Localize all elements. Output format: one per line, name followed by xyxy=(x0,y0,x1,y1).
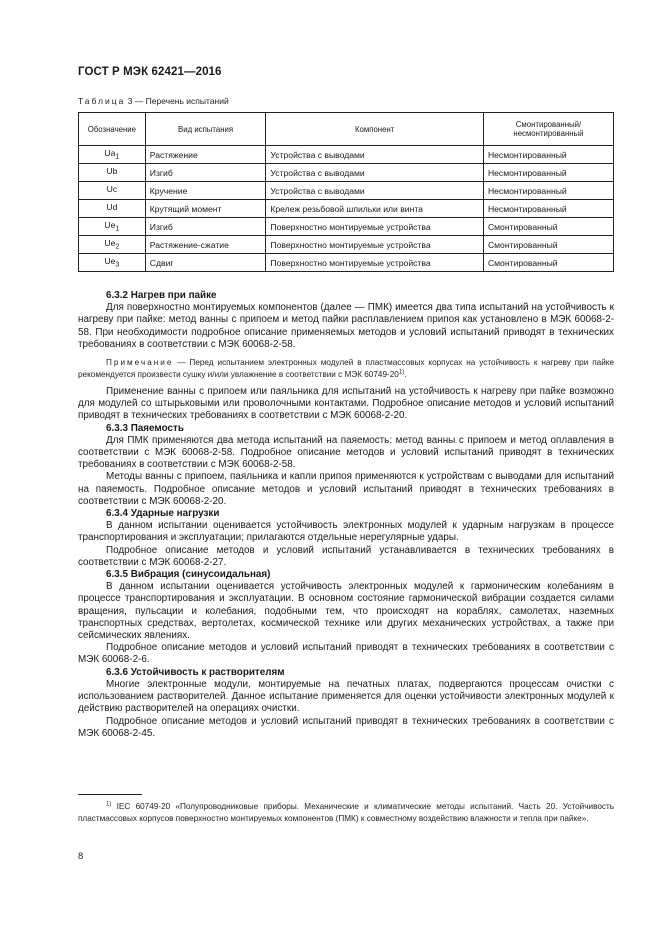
paragraph: Для поверхностно монтируемых компонентов (далее — ПМК) имеется два типа испытаний на устойчивость к нагреву при пайке: метод ванны с припоем и метод пайки расплавлением припоя как установлено в МЭК 60068-2-58. При необходимости подробное описание применяемых методов и условий испытаний приводят в технических требованиях в соответствии с МЭК 60068-2-58. xyxy=(78,302,614,350)
column-header-state: Смонтированный/ несмонтированный xyxy=(483,113,613,146)
paragraph: Подробное описание методов и условий испытаний приводят в технических требованиях в соответствии с МЭК 60068-2-6. xyxy=(78,642,614,666)
paragraph: Методы ванны с припоем, паяльника и капли припоя применяются к устройствам с выводами для испытаний на паяемость. Подробное описание методов и условий испытаний приводят в технических требованиях в соответствии с МЭК 60068-2-20. xyxy=(78,471,614,507)
note-label: Примечание xyxy=(106,358,174,368)
cell-code: Ud xyxy=(79,200,146,218)
table-row xyxy=(79,218,614,236)
cell-component: Устройства с выводами xyxy=(266,146,484,164)
table-row xyxy=(79,146,614,164)
paragraph: Подробное описание методов и условий испытаний устанавливается в технических требованиях в соответствии с МЭК 60068-2-27. xyxy=(78,544,614,568)
footnote xyxy=(78,801,614,824)
cell-state: Несмонтированный xyxy=(483,146,613,164)
paragraph: В данном испытании оценивается устойчивость электронных модулей к ударным нагрузкам в процессе транспортирования и эксплуатации; прилагаются отдельные нерегулярные удары. xyxy=(78,520,614,544)
column-header-test-type: Вид испытания xyxy=(145,113,266,146)
cell-component: Устройства с выводами xyxy=(266,164,484,182)
cell-state: Смонтированный xyxy=(483,236,613,254)
section-heading: 6.3.3 Паяемость xyxy=(106,422,184,434)
document-body xyxy=(78,290,614,740)
table-caption-title: 3 — Перечень испытаний xyxy=(125,96,229,106)
cell-test-type: Сдвиг xyxy=(145,254,266,272)
cell-test-type: Изгиб xyxy=(145,164,266,182)
cell-component: Поверхностно монтируемые устройства xyxy=(266,254,484,272)
paragraph: В данном испытании оценивается устойчивость электронных модулей к гармоническим колебаниям в процессе транспортирования и эксплуатации. В основном состояние гармонической вибрации создается силами вращения, пульсации и колебания, подобными тем, что происходят на кораблях, самолетах, наземных транспортных средствах, вертолетах, космической технике или других механических устройствах, а также при сейсмических явлениях. xyxy=(78,581,614,642)
paragraph: Подробное описание методов и условий испытаний приводят в технических требованиях в соответствии с МЭК 60068-2-45. xyxy=(78,715,614,739)
cell-test-type: Крутящий момент xyxy=(145,200,266,218)
table-caption xyxy=(78,96,229,106)
table-row xyxy=(79,182,614,200)
paragraph: Многие электронные модули, монтируемые на печатных платах, подвергаются процессам очистки с использованием растворителей. Данное испытание применяется для оценки устойчивости электронных модулей к действию растворителей на операциях очистки. xyxy=(78,678,614,715)
tests-table xyxy=(78,112,614,272)
page-number: 8 xyxy=(78,851,84,862)
footnote-text: IEC 60749-20 «Полупроводниковые приборы. Механические и климатические методы испытаний. Часть 20. Устойчивость пластмассовых корпусов поверхностно монтируемых компонентов (ПМК) к совместному воздействию влажности и тепла при пайке». xyxy=(78,802,614,823)
cell-test-type: Кручение xyxy=(145,182,266,200)
footnote-divider xyxy=(78,794,142,795)
paragraph: Для ПМК применяются два метода испытаний на паяемость: метод ванны с припоем и метод оплавления в соответствии с МЭК 60068-2-58. Подробное описание методов и условий испытаний приводят в технических требованиях в соответствии с МЭК 60068-2-58. xyxy=(78,434,614,471)
table-row xyxy=(79,200,614,218)
note: Примечание — Перед испытанием электронных модулей в пластмассовых корпусах на устойчивость к нагреву при пайке рекомендуется произвести сушку и/или увлажнение в соответствии с МЭК 60749-20$^{1)}$. xyxy=(78,358,614,379)
section-heading: 6.3.4 Ударные нагрузки xyxy=(106,508,220,520)
footnote-marker: 1) xyxy=(106,801,112,808)
section-heading: 6.3.6 Устойчивость к растворителям xyxy=(106,666,285,678)
cell-code: $Ue_3$ xyxy=(79,254,146,272)
section-heading: 6.3.2 Нагрев при пайке xyxy=(106,290,217,301)
cell-component: Поверхностно монтируемые устройства xyxy=(266,236,484,254)
footnote-ref: 1) xyxy=(398,368,405,375)
table-caption-label: Таблица xyxy=(78,96,126,106)
note-text: — Перед испытанием электронных модулей в пластмассовых корпусах на устойчивость к нагреву при пайке рекомендуется произвести сушку и/или увлажнение в соответствии с МЭК 60749-20 xyxy=(78,358,614,379)
table-header-row xyxy=(79,113,614,146)
cell-component: Поверхностно монтируемые устройства xyxy=(266,218,484,236)
cell-code: Ub xyxy=(79,164,146,182)
cell-code: $Ue_1$ xyxy=(79,218,146,236)
cell-code: $Ua_1$ xyxy=(79,146,146,164)
column-header-code: Обозначение xyxy=(79,113,146,146)
cell-state: Смонтированный xyxy=(483,254,613,272)
cell-state: Несмонтированный xyxy=(483,200,613,218)
cell-state: Несмонтированный xyxy=(483,164,613,182)
column-header-component: Компонент xyxy=(266,113,484,146)
cell-state: Несмонтированный xyxy=(483,182,613,200)
cell-code: $Ue_2$ xyxy=(79,236,146,254)
paragraph: Применение ванны с припоем или паяльника для испытаний на устойчивость к нагреву при пайке возможно для модулей со штырьковыми или проволочными контактами. Подробное описание методов и условий испытаний приводят в технических требованиях в соответствии с МЭК 60068-2-20. xyxy=(78,386,614,422)
cell-test-type: Растяжение-сжатие xyxy=(145,236,266,254)
table-row xyxy=(79,236,614,254)
cell-test-type: Растяжение xyxy=(145,146,266,164)
section-heading: 6.3.5 Вибрация (синусоидальная) xyxy=(106,569,271,581)
table-row xyxy=(79,164,614,182)
cell-component: Устройства с выводами xyxy=(266,182,484,200)
cell-code: Uc xyxy=(79,182,146,200)
table-row xyxy=(79,254,614,272)
cell-component: Крележ резьбовой шпильки или винта xyxy=(266,200,484,218)
cell-test-type: Изгиб xyxy=(145,218,266,236)
document-header: ГОСТ Р МЭК 62421—2016 xyxy=(78,66,222,78)
cell-state: Смонтированный xyxy=(483,218,613,236)
